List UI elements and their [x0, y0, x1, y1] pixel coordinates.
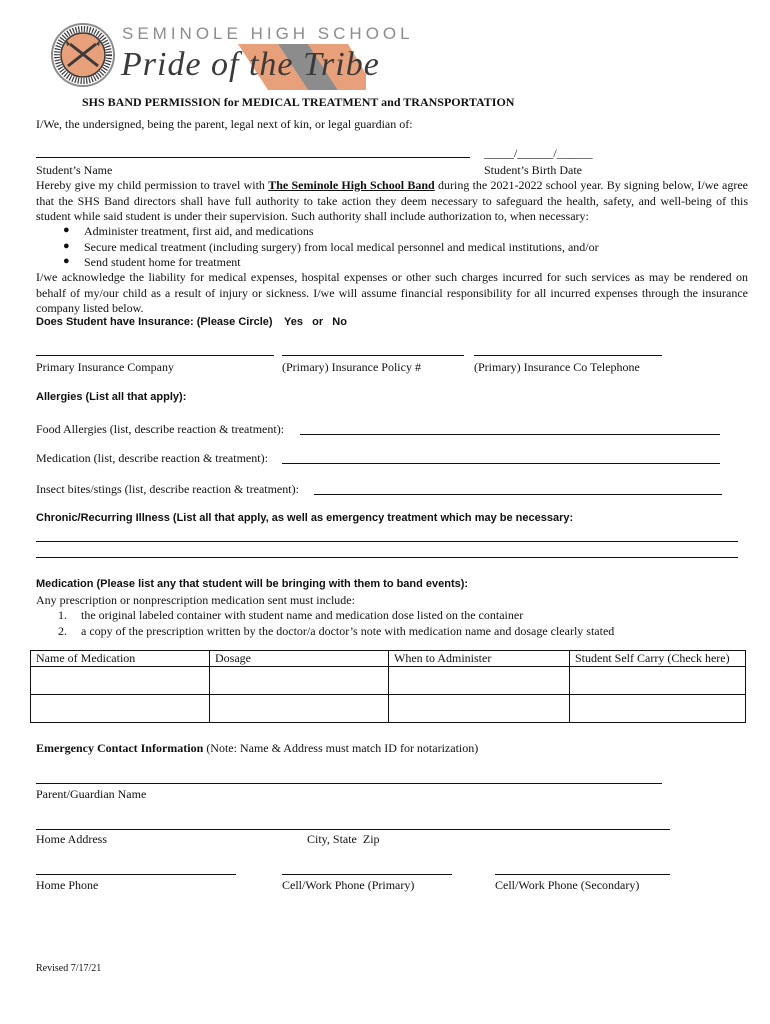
bullet-icon: ● [63, 224, 70, 236]
authority-item: Secure medical treatment (including surgery) from local medical personnel and medical institutions, and/or [84, 240, 599, 254]
cell-primary-label: Cell/Work Phone (Primary) [282, 878, 415, 892]
authority-item: Administer treatment, first aid, and medications [84, 224, 314, 238]
emergency-heading: Emergency Contact Information [36, 741, 204, 755]
permission-text-1: Hereby give my child permission to travel with [36, 178, 269, 192]
insect-allergies-line[interactable] [314, 494, 722, 495]
table-header-row [31, 651, 746, 667]
city-state-zip-label: City, State Zip [307, 832, 380, 846]
cell-secondary-label: Cell/Work Phone (Secondary) [495, 878, 640, 892]
revision-date: Revised 7/17/21 [36, 963, 102, 974]
table-row [31, 695, 746, 723]
emergency-heading-line [36, 741, 478, 756]
intro-text: I/We, the undersigned, being the parent, legal next of kin, or legal guardian of: [36, 117, 413, 131]
bullet-icon: ● [63, 255, 70, 267]
requirement-number: 1. [58, 608, 67, 622]
cell-primary-line[interactable] [282, 874, 452, 875]
guardian-name-label: Parent/Guardian Name [36, 787, 147, 801]
insurance-policy-line[interactable] [282, 355, 464, 356]
home-address-label: Home Address [36, 832, 107, 846]
allergies-heading: Allergies (List all that apply): [36, 391, 187, 403]
insurance-company-line[interactable] [36, 355, 274, 356]
requirement-text: the original labeled container with student name and medication dose listed on the container [81, 608, 524, 622]
school-name: SEMINOLE HIGH SCHOOL [122, 24, 414, 43]
student-name-label: Student’s Name [36, 163, 113, 177]
cell-secondary-line[interactable] [495, 874, 670, 875]
food-allergies-line[interactable] [300, 434, 720, 435]
liability-paragraph: I/we acknowledge the liability for medical expenses, hospital expenses or other such charges incurred for such services as may be rendered on behalf of my/our child as a result of injury or sickness. I/we will assume financial responsibility for all incurred expenses through the insurance company listed below. [36, 270, 748, 315]
insurance-options[interactable]: Yes or No [284, 316, 347, 328]
birth-date-blank[interactable]: _____/______/______ [484, 146, 593, 160]
tagline: Pride of the Tribe [121, 46, 380, 83]
medication-allergies-label: Medication (list, describe reaction & treatment): [36, 451, 268, 465]
chronic-illness-heading: Chronic/Recurring Illness (List all that apply, as well as emergency treatment which may be necessary: [36, 512, 574, 524]
bullet-icon: ● [63, 240, 70, 252]
permission-text-2: during the 2021-2022 school year. By signing below, I/we agree that the SHS Band directors shall have full authority to take action they deem necessary to safeguard the health, safety, and well-being of this student while said student is under their supervision. Such authority shall include authorization to, when necessary: [36, 178, 748, 223]
emergency-note: (Note: Name & Address must match ID for notarization) [203, 741, 479, 755]
table-row [31, 667, 746, 695]
student-name-line[interactable] [36, 157, 470, 158]
table-cell[interactable] [31, 695, 210, 723]
header-dosage: Dosage [210, 651, 389, 667]
food-allergies-label: Food Allergies (list, describe reaction & treatment): [36, 422, 285, 436]
guardian-name-line[interactable] [36, 783, 662, 784]
table-cell[interactable] [389, 695, 570, 723]
header-name-of-medication: Name of Medication [31, 651, 210, 667]
medication-intro: Any prescription or nonprescription medication sent must include: [36, 593, 355, 607]
home-phone-line[interactable] [36, 874, 236, 875]
school-seal [50, 22, 116, 92]
requirement-text: a copy of the prescription written by the doctor/a doctor’s note with medication name and dosage clearly stated [81, 624, 615, 638]
home-address-line[interactable] [36, 829, 670, 830]
insurance-phone-label: (Primary) Insurance Co Telephone [474, 360, 640, 374]
permission-paragraph [36, 178, 748, 225]
table-cell[interactable] [210, 695, 389, 723]
medication-heading: Medication (Please list any that student will be bringing with them to band events): [36, 578, 469, 590]
header-when-to-administer: When to Administer [389, 651, 570, 667]
authority-item: Send student home for treatment [84, 255, 241, 269]
medication-table [30, 650, 746, 723]
page-title: SHS BAND PERMISSION for MEDICAL TREATMENT and TRANSPORTATION [82, 95, 515, 109]
band-name: The Seminole High School Band [268, 178, 435, 192]
insurance-question: Does Student have Insurance: (Please Circle) [36, 316, 273, 328]
chronic-illness-line-1[interactable] [36, 541, 738, 542]
birth-date-label: Student’s Birth Date [484, 163, 582, 177]
requirement-number: 2. [58, 624, 67, 638]
insurance-phone-line[interactable] [474, 355, 662, 356]
table-cell[interactable] [210, 667, 389, 695]
table-cell[interactable] [389, 667, 570, 695]
table-cell[interactable] [570, 695, 746, 723]
home-phone-label: Home Phone [36, 878, 99, 892]
chronic-illness-line-2[interactable] [36, 557, 738, 558]
insurance-company-label: Primary Insurance Company [36, 360, 174, 374]
header-self-carry: Student Self Carry (Check here) [570, 651, 746, 667]
insect-allergies-label: Insect bites/stings (list, describe reaction & treatment): [36, 482, 299, 496]
table-cell[interactable] [31, 667, 210, 695]
insurance-policy-label: (Primary) Insurance Policy # [282, 360, 421, 374]
medication-allergies-line[interactable] [282, 463, 720, 464]
table-cell[interactable] [570, 667, 746, 695]
